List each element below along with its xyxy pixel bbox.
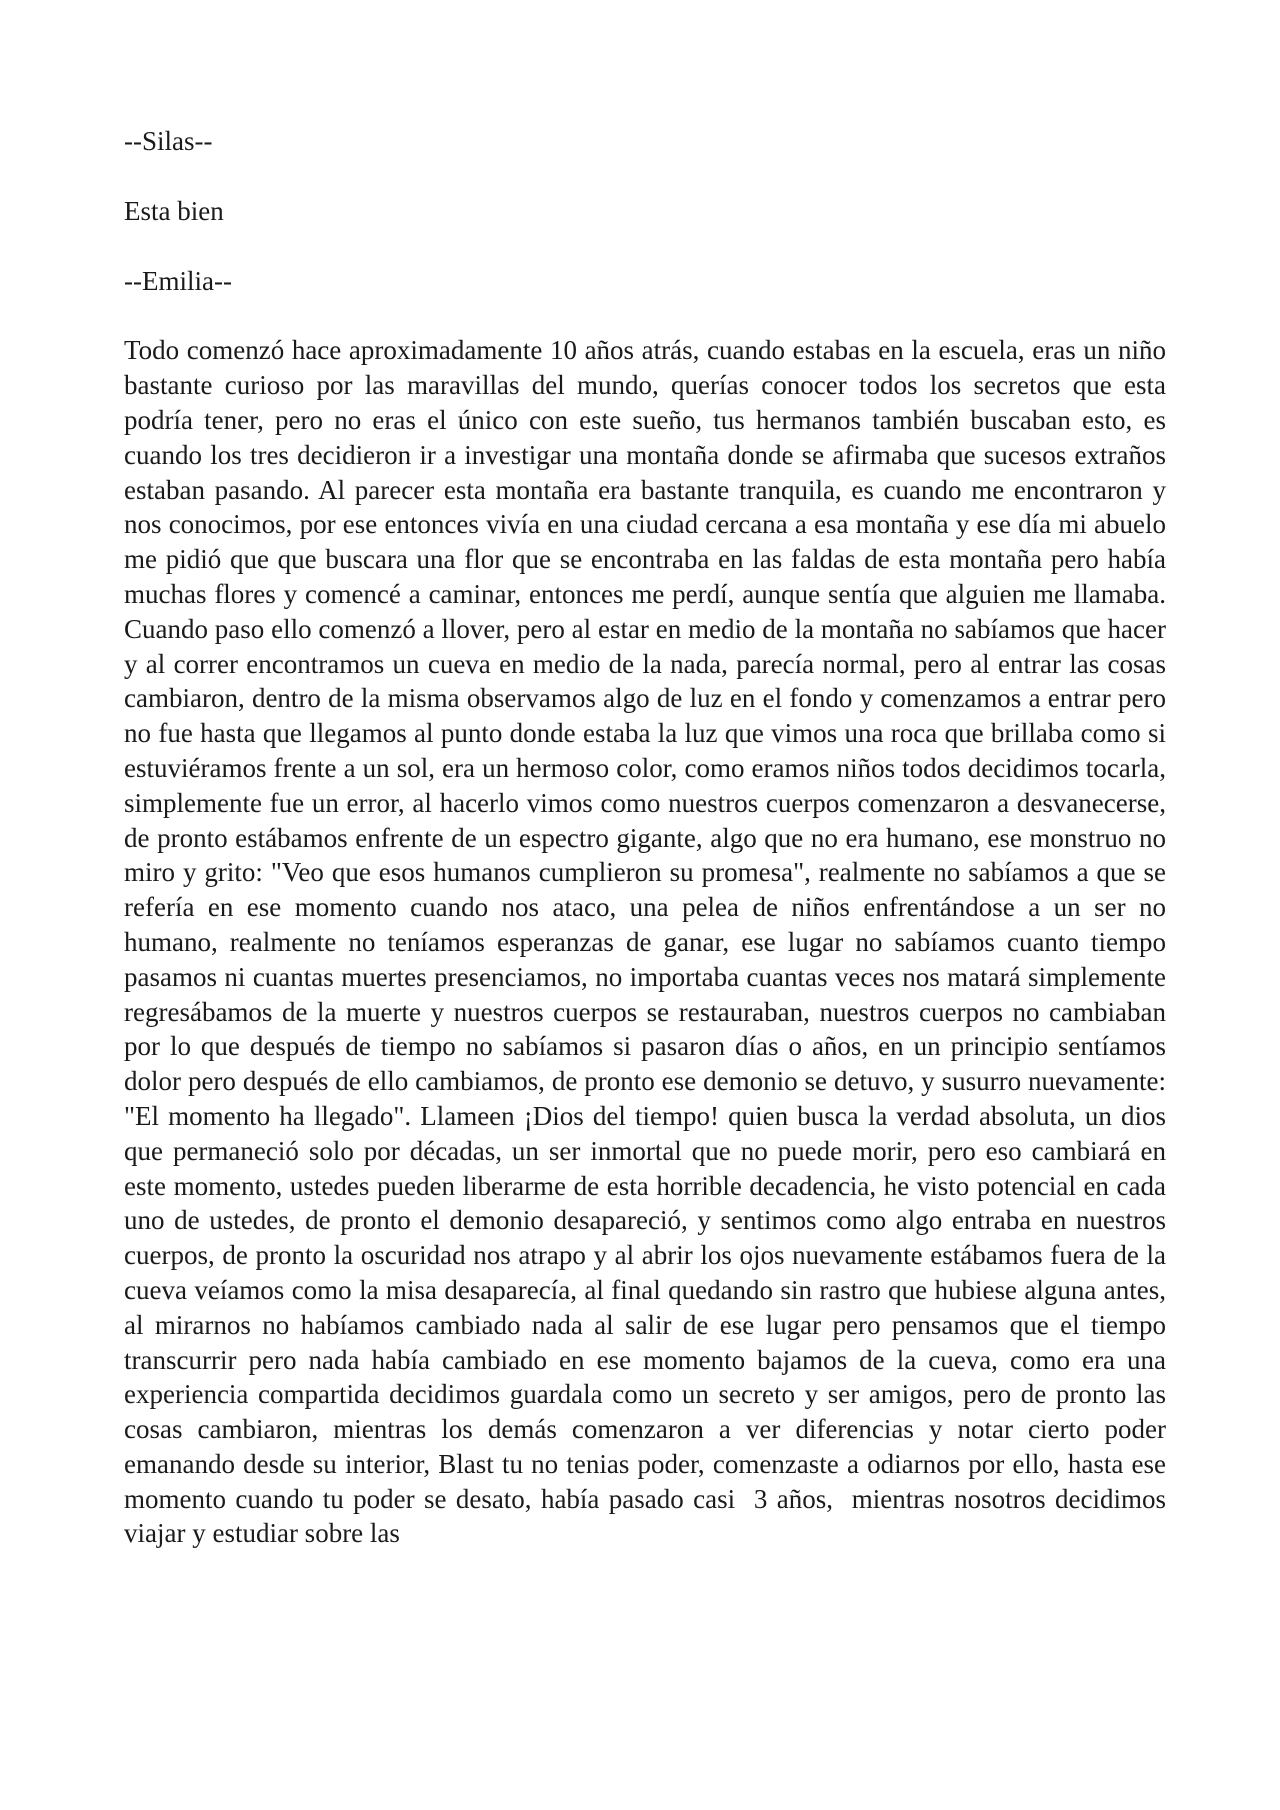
speaker-emilia: --Emilia-- xyxy=(124,265,232,296)
dialogue-line: Esta bien xyxy=(124,195,224,226)
document-page xyxy=(124,124,1173,1551)
speaker-silas: --Silas-- xyxy=(124,126,213,156)
story-paragraph: Todo comenzó hace aproximadamente 10 años atrás, cuando estabas en la escuela, eras un niño bastante curioso por las maravillas del mundo, querías conocer todos los secretos que esta podría tener, pero no eras el único con este sueño, tus hermanos también buscaban esto, es cuando los tres decidieron ir a investigar una montaña donde se afirmaba que sucesos extraños estaban pasando. Al parecer esta montaña era bastante tranquila, es cuando me encontraron y nos conocimos, por ese entonces vivía en una ciudad cercana a esa montaña y ese día mi abuelo me pidió que que buscara una flor que se encontraba en las faldas de esta montaña pero había muchas flores y comencé a caminar, entonces me perdí, aunque sentía que alguien me llamaba. Cuando paso ello comenzó a llover, pero al estar en medio de la montaña no sabíamos que hacer y al correr encontramos un cueva en medio de la nada, parecía normal, pero al entrar las cosas cambiaron, dentro de la misma observamos algo de luz en el fondo y comenzamos a entrar pero no fue hasta que llegamos al punto donde estaba la luz que vimos una roca que brillaba como si estuviéramos frente a un sol, era un hermoso color, como eramos niños todos decidimos tocarla, simplemente fue un error, al hacerlo vimos como nuestros cuerpos comenzaron a desvanecerse, de pronto estábamos enfrente de un espectro gigante, algo que no era humano, ese monstruo no miro y grito: "Veo que esos humanos cumplieron su promesa", realmente no sabíamos a que se refería en ese momento cuando nos ataco, una pelea de niños enfrentándose a un ser no humano, realmente no teníamos esperanzas de ganar, ese lugar no sabíamos cuanto tiempo pasamos ni cuantas muertes presenciamos, no importaba cuantas veces nos matará simplemente regresábamos de la muerte y nuestros cuerpos se restauraban, nuestros cuerpos no cambiaban por lo que después de tiempo no sabíamos si pasaron días o años, en un principio sentíamos dolor pero después de ello cambiamos, de pronto ese demonio se detuvo, y susurro nuevamente: "El momento ha llegado". Llameen ¡Dios del tiempo! quien busca la verdad absoluta, un dios que permaneció solo por décadas, un ser inmortal que no puede morir, pero eso cambiará en este momento, ustedes pueden liberarme de esta horrible decadencia, he visto potencial en cada uno de ustedes, de pronto el demonio desapareció, y sentimos como algo entraba en nuestros cuerpos, de pronto la oscuridad nos atrapo y al abrir los ojos nuevamente estábamos fuera de la cueva veíamos como la misa desaparecía, al final quedando sin rastro que hubiese alguna antes, al mirarnos no habíamos cambiado nada al salir de ese lugar pero pensamos que el tiempo transcurrir pero nada había cambiado en ese momento bajamos de la cueva, como era una experiencia compartida decidimos guardala como un secreto y ser amigos, pero de pronto las cosas cambiaron, mientras los demás comenzaron a ver diferencias y notar cierto poder emanando desde su interior, Blast tu no tenias poder, comenzaste a odiarnos por ello, hasta ese momento cuando tu poder se desato, había pasado casi 3 años, mientras nosotros decidimos viajar y estudiar sobre las xyxy=(124,335,1173,1549)
